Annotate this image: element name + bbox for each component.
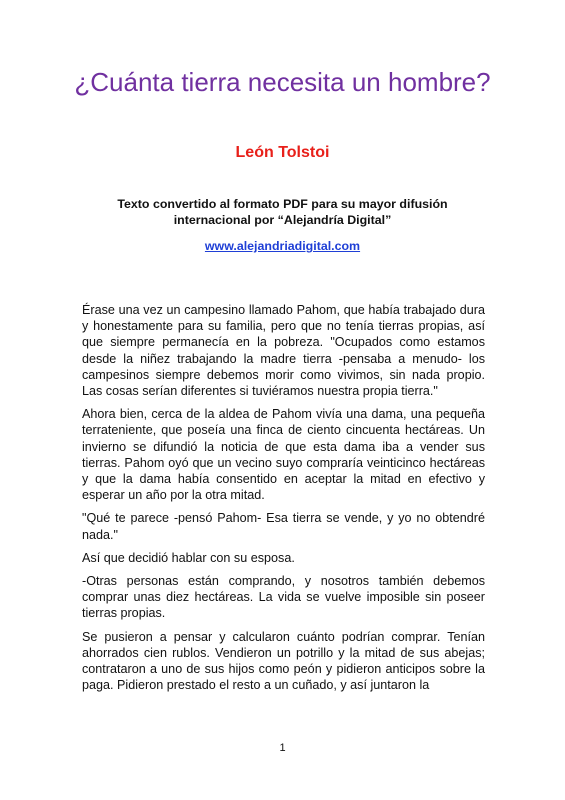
paragraph: Se pusieron a pensar y calcularon cuánto podrían comprar. Tenían ahorrados cien rublos. Vendieron un potrillo y la mitad de sus abejas; contrataron a uno de sus hijos como peón y pidieron anticipos sobre la paga. Pidieron prestado el resto a un cuñado, y así juntaron la [82,629,485,693]
paragraph: Así que decidió hablar con su esposa. [82,550,295,565]
paragraph: Ahora bien, cerca de la aldea de Pahom vivía una dama, una pequeña terrateniente, que poseía una finca de ciento cincuenta hectáreas. Un invierno se difundió la noticia de que esta dama iba a vender sus tierras. Pahom oyó que un vecino suyo compraría veinticinco hectáreas y que la dama había consentido en aceptar la mitad en efectivo y esperar un año por la otra mitad. [82,407,485,503]
paragraph: "Qué te parece -pensó Pahom- Esa tierra se vende, y yo no obtendré nada." [82,511,485,542]
author-name: León Tolstoi [235,144,330,161]
body-text [82,302,485,700]
page-number: 1 [279,742,286,754]
document-title: ¿Cuánta tierra necesita un hombre? [74,67,491,97]
paragraph: -Otras personas están comprando, y nosotros también debemos comprar unas diez hectáreas. La vida se vuelve imposible sin poseer tierras propias. [82,574,485,621]
website-link[interactable]: www.alejandriadigital.com [204,239,361,253]
conversion-note [60,196,505,228]
conversion-note-line-2: internacional por “Alejandría Digital” [173,213,392,227]
site-link-container [60,238,505,254]
paragraph: Érase una vez un campesino llamado Pahom, que había trabajado dura y honestamente para su familia, pero que no tenía tierras propias, así que siempre permanecía en la pobreza. "Ocupados como estamos desde la niñez trabajando la madre tierra -pensaba a menudo- los campesinos siempre debemos morir como vivimos, sin nada propio. Las cosas serían diferentes si tuviéramos nuestra propia tierra." [82,303,485,399]
conversion-note-line-1: Texto convertido al formato PDF para su mayor difusión [117,197,448,211]
